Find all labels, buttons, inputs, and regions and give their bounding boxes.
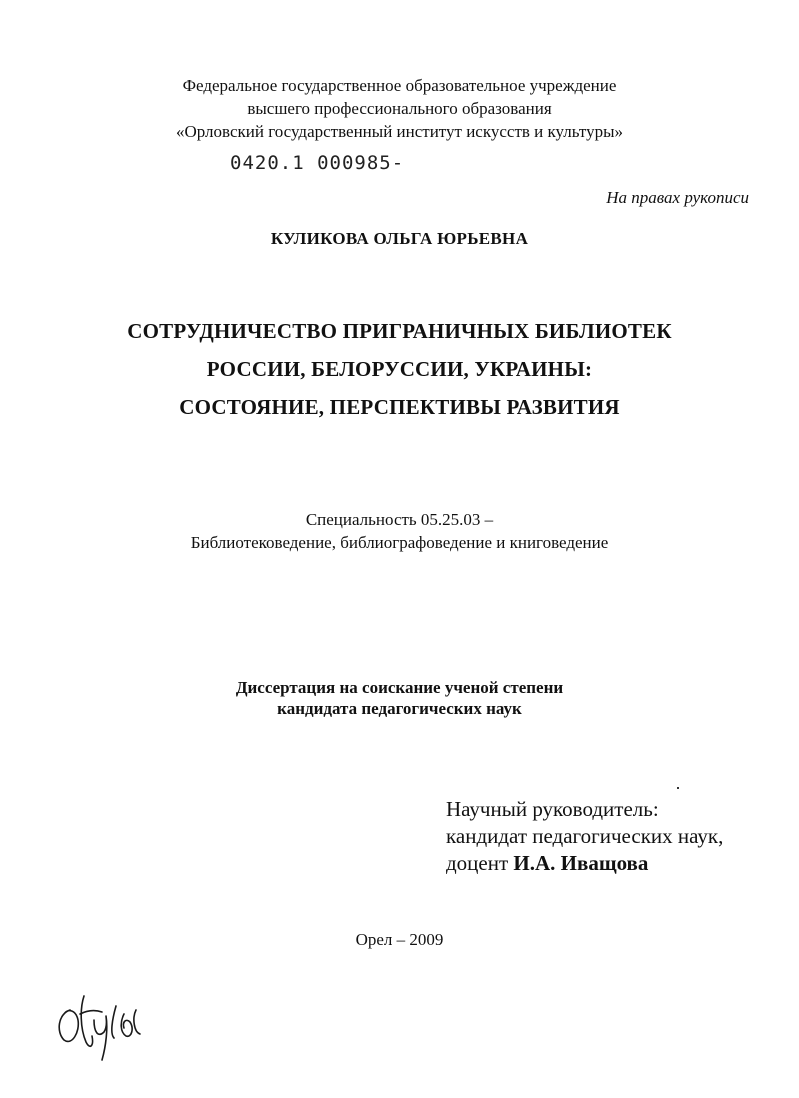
institution-line-3: «Орловский государственный институт искусств и культуры» — [176, 122, 623, 141]
supervisor-rank: доцент — [446, 851, 509, 875]
manuscript-rights: На правах рукописи — [606, 188, 749, 207]
signature-graphic — [50, 988, 160, 1068]
city-year: Орел – 2009 — [355, 930, 444, 949]
institution-line-1: Федеральное государственное образовательное учреждение — [182, 76, 617, 95]
thesis-title — [0, 312, 799, 426]
specialty-line-1: Специальность 05.25.03 – — [305, 510, 494, 529]
title-line-3: СОСТОЯНИЕ, ПЕРСПЕКТИВЫ РАЗВИТИЯ — [179, 395, 620, 419]
supervisor-line-1: Научный руководитель: — [446, 797, 659, 821]
degree-line-2: кандидата педагогических наук — [277, 699, 522, 718]
supervisor-line-3 — [446, 850, 723, 877]
specialty-line-2: Библиотековедение, библиографоведение и книговедение — [190, 533, 609, 552]
supervisor-name: И.А. Иващова — [513, 851, 649, 875]
title-line-2: РОССИИ, БЕЛОРУССИИ, УКРАИНЫ: — [206, 357, 593, 381]
speck-mark — [677, 787, 679, 789]
title-line-1: СОТРУДНИЧЕСТВО ПРИГРАНИЧНЫХ БИБЛИОТЕК — [127, 319, 672, 343]
registration-number: 0420.1 000985- — [230, 152, 405, 174]
degree-line-1: Диссертация на соискание ученой степени — [235, 678, 564, 697]
specialty-block — [0, 508, 799, 554]
degree-block — [0, 677, 799, 719]
handwritten-signature-icon — [50, 988, 160, 1073]
institution-line-2: высшего профессионального образования — [247, 99, 552, 118]
author-name: КУЛИКОВА ОЛЬГА ЮРЬЕВНА — [270, 229, 529, 248]
supervisor-block — [446, 796, 723, 877]
institution-block — [0, 74, 799, 143]
supervisor-line-2: кандидат педагогических наук, — [446, 824, 724, 848]
